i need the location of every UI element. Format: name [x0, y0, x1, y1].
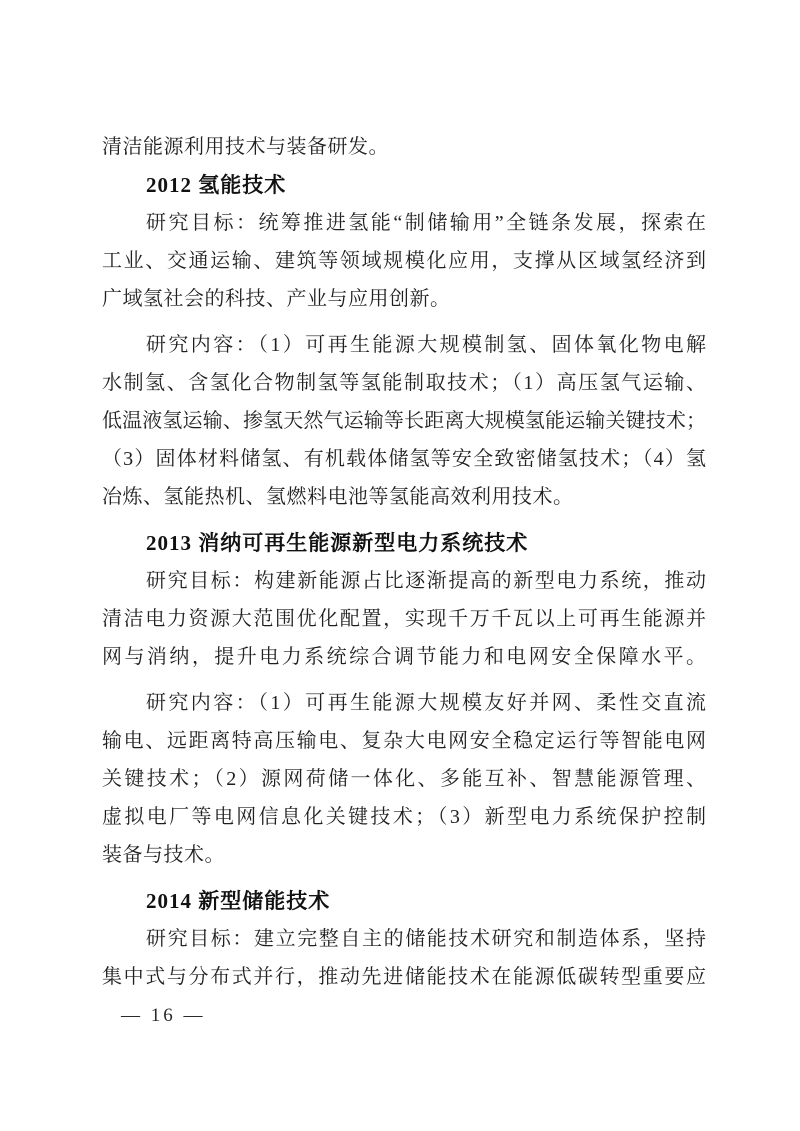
section-heading-2012: 2012 氢能技术	[146, 173, 287, 197]
page-content	[102, 128, 706, 996]
text-line: 研究内容：（1）可再生能源大规模制氢、固体氧化物电解	[146, 334, 706, 356]
text-line: 输电、远距离特高压输电、复杂大电网安全稳定运行等智能电网	[102, 730, 706, 752]
text-line: 研究目标：建立完整自主的储能技术研究和制造体系，坚持	[146, 928, 706, 950]
text-line: 集中式与分布式并行，推动先进储能技术在能源低碳转型重要应	[102, 966, 706, 988]
page-number: — 16 —	[121, 1005, 206, 1026]
text-line: 清洁能源利用技术与装备研发。	[102, 136, 389, 158]
text-line: 关键技术；（2）源网荷储一体化、多能互补、智慧能源管理、	[102, 768, 706, 790]
text-line: 低温液氢运输、掺氢天然气运输等长距离大规模氢能运输关键技术；	[102, 410, 706, 432]
page-footer	[121, 1001, 206, 1031]
text-line: 水制氢、含氢化合物制氢等氢能制取技术；（1）高压氢气运输、	[102, 372, 706, 394]
section-heading-2013: 2013 消纳可再生能源新型电力系统技术	[146, 531, 529, 555]
text-line: 研究目标：构建新能源占比逐渐提高的新型电力系统，推动	[146, 570, 706, 592]
text-line: 网与消纳，提升电力系统综合调节能力和电网安全保障水平。	[102, 646, 706, 668]
text-line: 研究内容：（1）可再生能源大规模友好并网、柔性交直流	[146, 692, 706, 714]
text-line: 研究目标：统筹推进氢能“制储输用”全链条发展，探索在	[146, 212, 706, 234]
text-line: 工业、交通运输、建筑等领域规模化应用，支撑从区域氢经济到	[102, 250, 706, 272]
text-line: 装备与技术。	[102, 844, 225, 866]
text-line: 清洁电力资源大范围优化配置，实现千万千瓦以上可再生能源并	[102, 608, 706, 630]
text-line: 虚拟电厂等电网信息化关键技术；（3）新型电力系统保护控制	[102, 806, 706, 828]
text-line: 广域氢社会的科技、产业与应用创新。	[102, 288, 451, 310]
section-heading-2014: 2014 新型储能技术	[146, 889, 331, 913]
text-line: 冶炼、氢能热机、氢燃料电池等氢能高效利用技术。	[102, 486, 574, 508]
text-line: （3）固体材料储氢、有机载体储氢等安全致密储氢技术；（4）氢	[102, 448, 706, 470]
